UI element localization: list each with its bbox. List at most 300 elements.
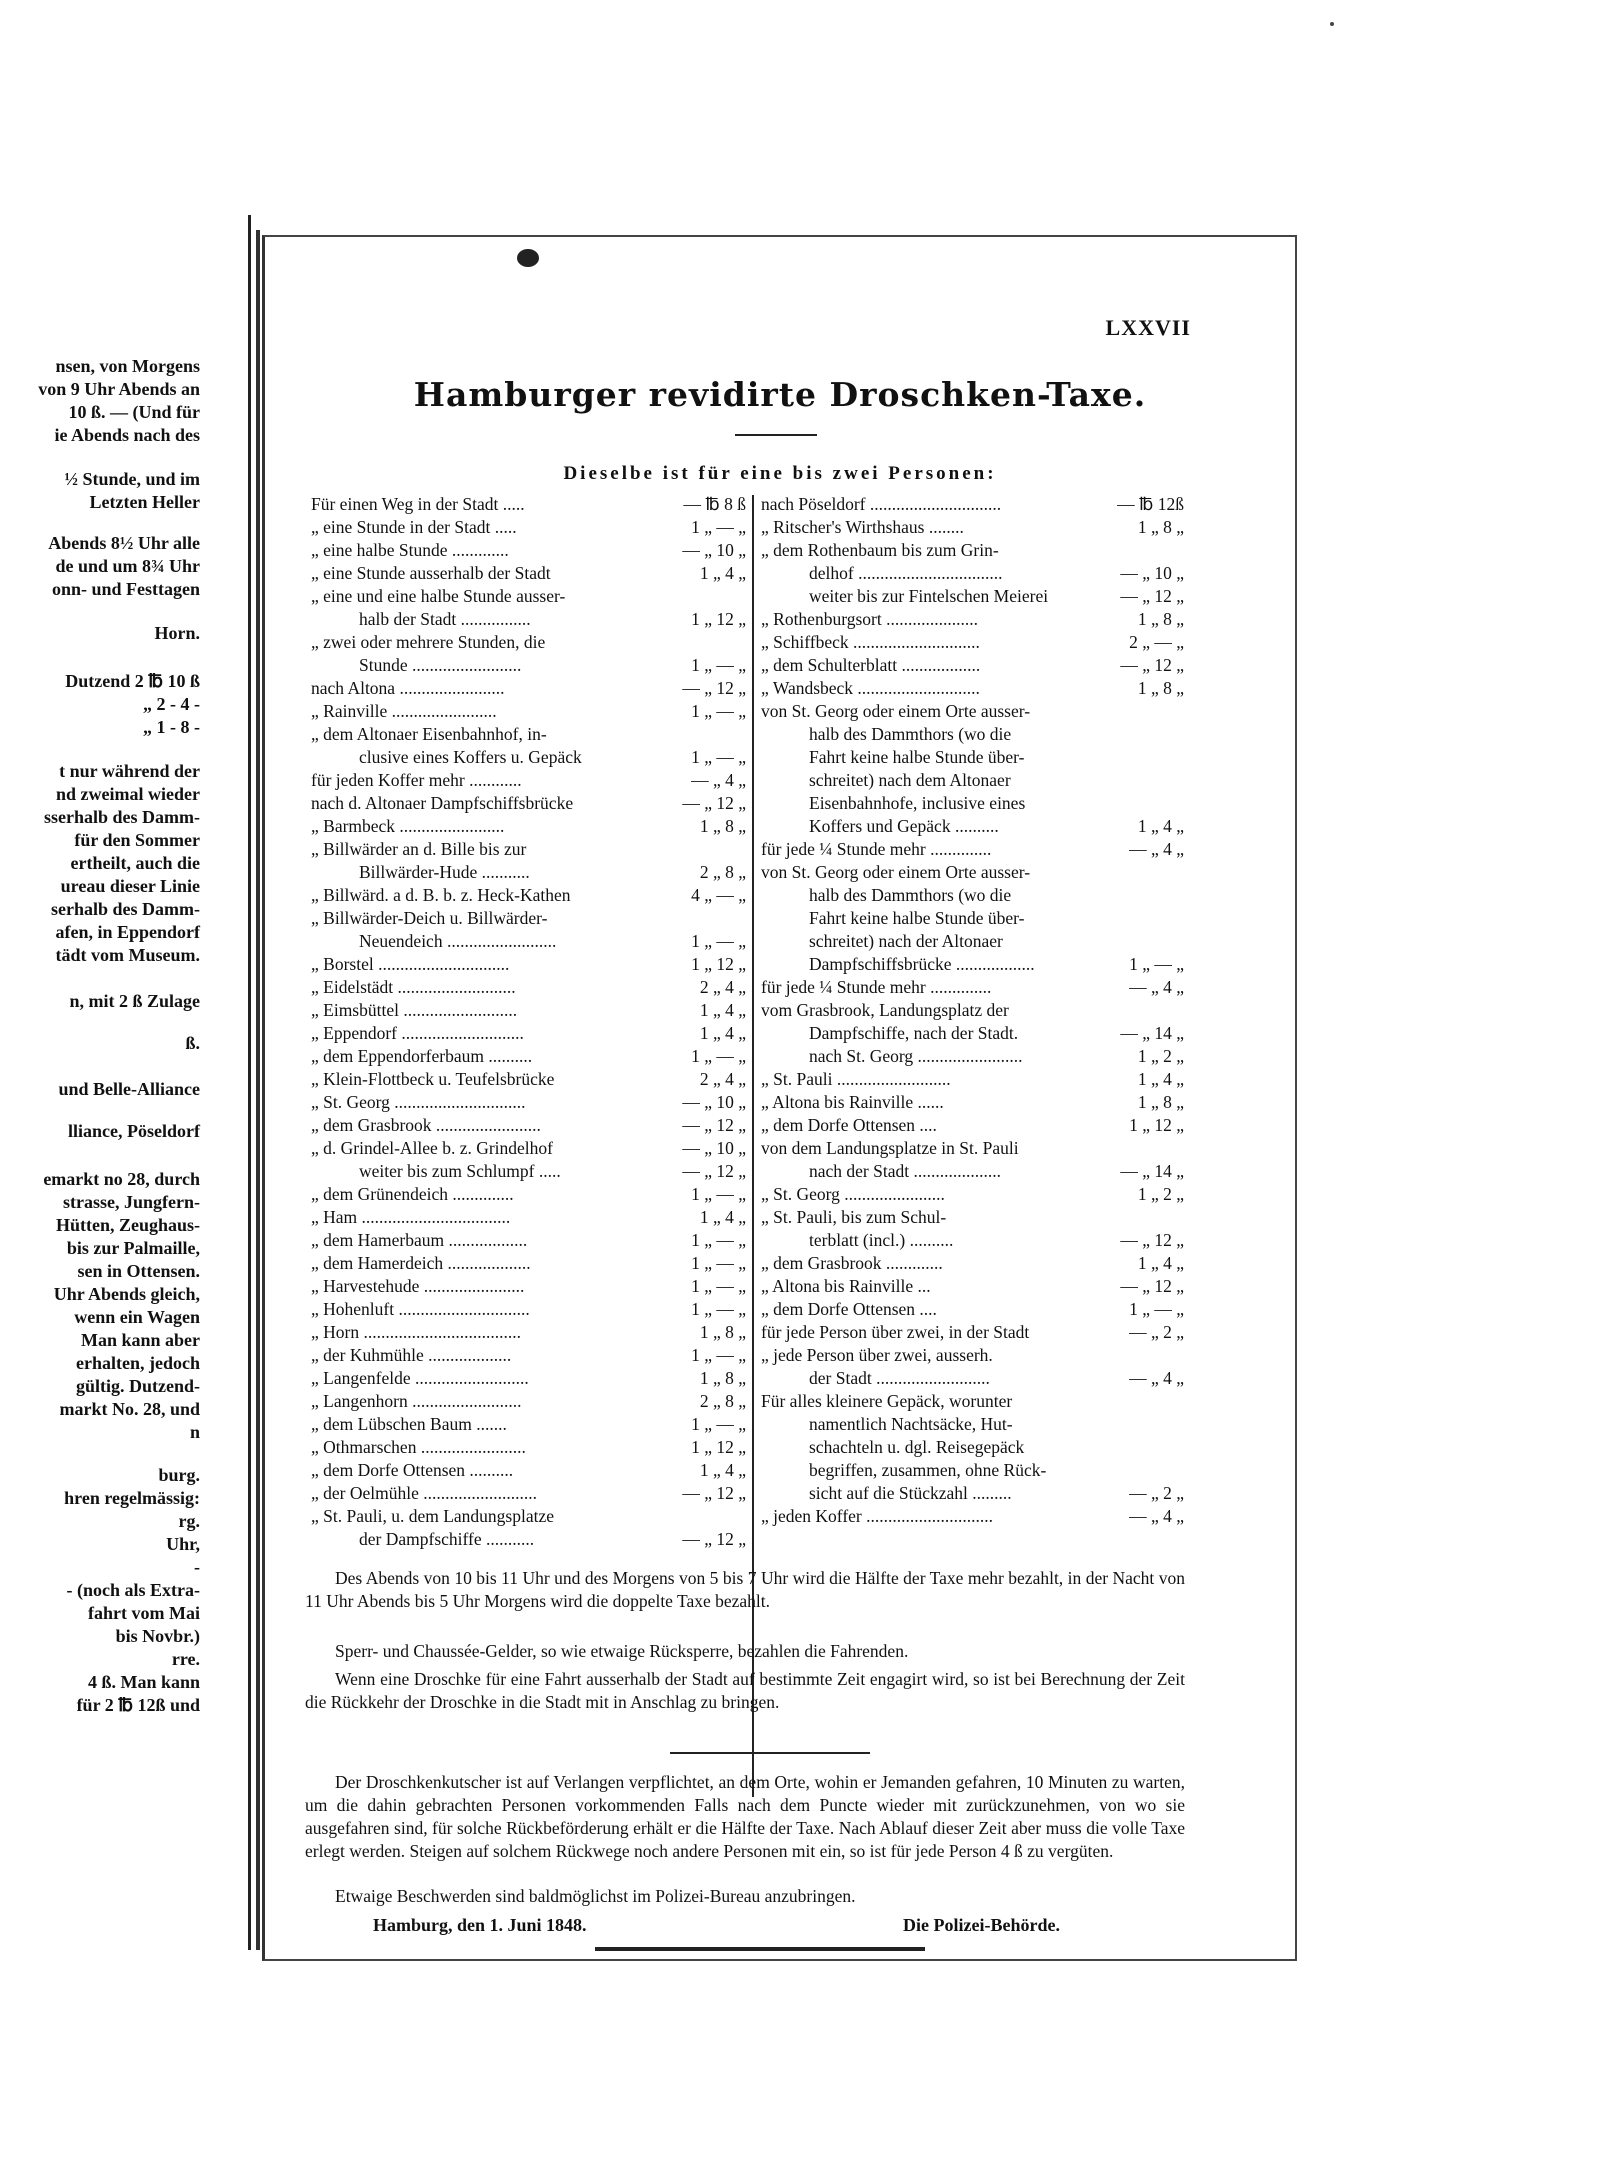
- tariff-price: — „ 4 „: [1129, 1506, 1184, 1526]
- tariff-price: 1 „ — „: [691, 747, 746, 767]
- tariff-row: [761, 539, 1184, 562]
- waiting-rule-paragraph: Der Droschkenkutscher ist auf Verlangen verpflichtet, an dem Orte, wohin er Jemanden gefahren, 10 Minuten zu warten, um die dahin gebrachten Personen vorkommenden Falls nach dem Puncte wieder mit zurückzunehmen, von wo sie ausgefahren sind, für solche Rückbeförderung erhält er die Hälfte der Taxe. Nach Ablauf dieser Zeit aber muss die volle Taxe erlegt werden. Steigen auf solchem Rückwege noch andere Personen mit ein, so ist für jede Person 4 ß zu vergüten.: [305, 1772, 1185, 1861]
- tariff-destination: „ Borstel ..............................: [311, 954, 510, 974]
- tariff-row: [761, 1229, 1184, 1252]
- facing-page-line: bis Novbr.): [115, 1626, 200, 1646]
- tariff-price: — ℔ 12ß: [1117, 494, 1184, 514]
- tariff-row: [761, 907, 1184, 930]
- tariff-row: [311, 1436, 746, 1459]
- tariff-row: [761, 792, 1184, 815]
- tariff-destination: „ Billwärder an d. Bille bis zur: [311, 839, 527, 859]
- tariff-row: [311, 884, 746, 907]
- tariff-column-left: [311, 493, 746, 1551]
- facing-page-line: Man kann aber: [80, 1330, 200, 1350]
- tariff-row: [311, 677, 746, 700]
- tariff-destination: der Stadt ..........................: [809, 1368, 990, 1388]
- tariff-destination: „ Othmarschen ........................: [311, 1437, 526, 1457]
- tariff-row: [311, 999, 746, 1022]
- facing-page-line: ureau dieser Linie: [60, 876, 200, 896]
- tariff-destination: Billwärder-Hude ...........: [359, 862, 530, 882]
- tariff-row: [311, 654, 746, 677]
- tariff-column-right: [761, 493, 1184, 1528]
- tolls-paragraph: Sperr- und Chaussée-Gelder, so wie etwaige Rücksperre, bezahlen die Fahrenden.: [335, 1641, 909, 1661]
- tariff-row: [761, 562, 1184, 585]
- tariff-destination: weiter bis zur Fintelschen Meierei: [809, 586, 1049, 606]
- tariff-row: [311, 631, 746, 654]
- facing-page-line: für den Sommer: [74, 830, 200, 850]
- tariff-price: 2 „ 4 „: [699, 977, 746, 997]
- tariff-destination: „ dem Hamerdeich ...................: [311, 1253, 531, 1273]
- tariff-row: [311, 1413, 746, 1436]
- tariff-destination: Dampfschiffsbrücke ..................: [809, 954, 1035, 974]
- page-subtitle: Dieselbe ist für eine bis zwei Personen:: [563, 463, 997, 484]
- facing-page-line: Abends 8½ Uhr alle: [48, 533, 200, 553]
- facing-page-line: fahrt vom Mai: [88, 1603, 200, 1623]
- tariff-price: 1 „ — „: [691, 931, 746, 951]
- tariff-destination: „ dem Eppendorferbaum ..........: [311, 1046, 533, 1066]
- place-date: Hamburg, den 1. Juni 1848.: [373, 1915, 587, 1935]
- tariff-destination: „ jeden Koffer .............................: [761, 1506, 993, 1526]
- tariff-row: [761, 1160, 1184, 1183]
- facing-page-line: ertheilt, auch die: [70, 853, 200, 873]
- tariff-destination: „ Billwärd. a d. B. b. z. Heck-Kathen: [311, 885, 571, 905]
- tariff-row: [761, 1482, 1184, 1505]
- facing-page-line: emarkt no 28, durch: [43, 1169, 200, 1189]
- tariff-row: [761, 677, 1184, 700]
- tariff-destination: nach Altona ........................: [311, 678, 505, 698]
- facing-page-line: serhalb des Damm-: [51, 899, 200, 919]
- tariff-destination: „ eine Stunde in der Stadt .....: [311, 517, 517, 537]
- tariff-row: [761, 723, 1184, 746]
- tariff-row: [311, 976, 746, 999]
- tariff-price: 1 „ 4 „: [699, 563, 746, 583]
- tariff-destination: „ Ritscher's Wirthshaus ........: [761, 517, 964, 537]
- tariff-price: 2 „ — „: [1129, 632, 1184, 652]
- tariff-row: [761, 1298, 1184, 1321]
- tariff-price: — „ 2 „: [1129, 1483, 1184, 1503]
- tariff-price: 1 „ 2 „: [1137, 1184, 1184, 1204]
- facing-page-line: Horn.: [154, 623, 200, 643]
- tariff-row: [761, 1137, 1184, 1160]
- tariff-destination: „ jede Person über zwei, ausserh.: [761, 1345, 993, 1365]
- facing-page-line: Hütten, Zeughaus-: [55, 1215, 200, 1235]
- tariff-row: [311, 493, 746, 516]
- closing-ornament-rule: [595, 1947, 925, 1951]
- facing-page-line: n, mit 2 ß Zulage: [69, 991, 200, 1011]
- tariff-destination: „ St. Georg .......................: [761, 1184, 945, 1204]
- tariff-destination: nach d. Altonaer Dampfschiffsbrücke: [311, 793, 574, 813]
- tariff-destination: delhof .................................: [809, 563, 1003, 583]
- tariff-price: — „ 4 „: [1129, 1368, 1184, 1388]
- tariff-destination: „ Altona bis Rainville ...: [761, 1276, 931, 1296]
- tariff-price: — „ 2 „: [1129, 1322, 1184, 1342]
- tariff-price: — „ 12 „: [1120, 1276, 1184, 1296]
- tariff-price: — „ 10 „: [682, 1092, 746, 1112]
- tariff-row: [311, 1298, 746, 1321]
- tariff-price: 1 „ — „: [691, 655, 746, 675]
- tariff-row: [311, 539, 746, 562]
- facing-page-line: bis zur Palmaille,: [66, 1238, 200, 1258]
- tariff-row: [311, 700, 746, 723]
- tariff-destination: „ d. Grindel-Allee b. z. Grindelhof: [311, 1138, 554, 1158]
- tariff-row: [761, 746, 1184, 769]
- tariff-row: [311, 1114, 746, 1137]
- tariff-destination: „ dem Hamerbaum ..................: [311, 1230, 528, 1250]
- tariff-price: 1 „ — „: [1129, 1299, 1184, 1319]
- tariff-row: [761, 1045, 1184, 1068]
- tariff-destination: „ dem Rothenbaum bis zum Grin-: [761, 540, 999, 560]
- tariff-destination: „ Eimsbüttel ..........................: [311, 1000, 518, 1020]
- tariff-destination: „ Hohenluft ..............................: [311, 1299, 530, 1319]
- tariff-destination: Eisenbahnhofe, inclusive eines: [809, 793, 1026, 813]
- facing-page-line: Uhr Abends gleich,: [53, 1284, 200, 1304]
- tariff-destination: für jede ¼ Stunde mehr ..............: [761, 977, 992, 997]
- facing-page-line: strasse, Jungfern-: [63, 1192, 200, 1212]
- tariff-row: [761, 769, 1184, 792]
- tariff-destination: halb des Dammthors (wo die: [809, 724, 1012, 744]
- tariff-row: [311, 1160, 746, 1183]
- tariff-price: 1 „ 4 „: [699, 1207, 746, 1227]
- facing-page-line: afen, in Eppendorf: [55, 922, 200, 942]
- tariff-destination: „ dem Altonaer Eisenbahnhof, in-: [311, 724, 547, 744]
- facing-page-line: ie Abends nach des: [54, 425, 200, 445]
- tariff-row: [761, 1068, 1184, 1091]
- tariff-destination: Dampfschiffe, nach der Stadt.: [809, 1023, 1019, 1043]
- tariff-destination: halb des Dammthors (wo die: [809, 885, 1012, 905]
- facing-page-line: gültig. Dutzend-: [75, 1376, 200, 1396]
- facing-page-line: sen in Ottensen.: [77, 1261, 200, 1281]
- tariff-destination: schreitet) nach der Altonaer: [809, 931, 1003, 951]
- tariff-price: 1 „ 8 „: [1137, 517, 1184, 537]
- tariff-destination: schreitet) nach dem Altonaer: [809, 770, 1011, 790]
- facing-page-line: und Belle-Alliance: [58, 1079, 200, 1099]
- tariff-row: [311, 1459, 746, 1482]
- tariff-price: 1 „ 8 „: [699, 1322, 746, 1342]
- section-rule: [670, 1752, 870, 1754]
- tariff-row: [761, 1275, 1184, 1298]
- facing-page-line: von 9 Uhr Abends an: [38, 379, 200, 399]
- tariff-row: [761, 1413, 1184, 1436]
- tariff-price: — „ 12 „: [1120, 1230, 1184, 1250]
- tariff-destination: „ Langenhorn .........................: [311, 1391, 522, 1411]
- tariff-row: [761, 1459, 1184, 1482]
- tariff-price: 2 „ 8 „: [699, 862, 746, 882]
- tariff-price: — „ 4 „: [1129, 977, 1184, 997]
- tariff-row: [311, 1482, 746, 1505]
- facing-page-line: nd zweimal wieder: [56, 784, 200, 804]
- tariff-price: 1 „ 12 „: [691, 609, 746, 629]
- tariff-price: 1 „ 2 „: [1137, 1046, 1184, 1066]
- facing-page-line: Dutzend 2 ℔ 10 ß: [65, 671, 200, 691]
- tariff-price: — „ 12 „: [682, 1529, 746, 1549]
- facing-page-line: wenn ein Wagen: [74, 1307, 200, 1327]
- tariff-price: 1 „ — „: [691, 1230, 746, 1250]
- facing-page-line: t nur während der: [59, 761, 200, 781]
- tariff-destination: „ eine und eine halbe Stunde ausser-: [311, 586, 566, 606]
- tariff-price: — „ 4 „: [691, 770, 746, 790]
- tariff-row: [761, 953, 1184, 976]
- facing-page-line: Uhr,: [166, 1534, 200, 1554]
- tariff-price: 1 „ 4 „: [699, 1023, 746, 1043]
- tariff-row: [761, 516, 1184, 539]
- issuing-authority: Die Polizei-Behörde.: [903, 1915, 1060, 1935]
- tariff-row: [761, 1344, 1184, 1367]
- tariff-destination: „ Wandsbeck ............................: [761, 678, 980, 698]
- tariff-row: [311, 907, 746, 930]
- tariff-price: — „ 10 „: [682, 540, 746, 560]
- tariff-destination: Neuendeich .........................: [359, 931, 557, 951]
- tariff-price: 4 „ — „: [691, 885, 746, 905]
- facing-page-line: hren regelmässig:: [64, 1488, 200, 1508]
- tariff-row: [311, 746, 746, 769]
- tariff-price: 1 „ 12 „: [691, 1437, 746, 1457]
- tariff-price: 1 „ 8 „: [699, 816, 746, 836]
- night-surcharge-paragraph: Des Abends von 10 bis 11 Uhr und des Morgens von 5 bis 7 Uhr wird die Hälfte der Taxe mehr bezahlt, in der Nacht von 11 Uhr Abends bis 5 Uhr Morgens wird die doppelte Taxe bezahlt.: [305, 1568, 1185, 1611]
- tariff-price: — „ 12 „: [682, 1161, 746, 1181]
- tariff-destination: für jede Person über zwei, in der Stadt: [761, 1322, 1030, 1342]
- tariff-destination: „ dem Lübschen Baum .......: [311, 1414, 507, 1434]
- tariff-row: [311, 516, 746, 539]
- tariff-price: 1 „ 8 „: [1137, 1092, 1184, 1112]
- tariff-row: [311, 1229, 746, 1252]
- facing-page-line: tädt vom Museum.: [55, 945, 200, 965]
- tariff-destination: „ dem Grasbrook ........................: [311, 1115, 541, 1135]
- tariff-row: [761, 1091, 1184, 1114]
- document-page: [262, 235, 1297, 1961]
- tariff-destination: halb der Stadt ................: [359, 609, 531, 629]
- tariff-destination: „ eine Stunde ausserhalb der Stadt: [311, 563, 551, 583]
- tariff-destination: weiter bis zum Schlumpf .....: [359, 1161, 561, 1181]
- facing-page-line: onn- und Festtagen: [51, 579, 200, 599]
- tariff-row: [761, 999, 1184, 1022]
- tariff-destination: „ Billwärder-Deich u. Billwärder-: [311, 908, 548, 928]
- facing-page-line: sserhalb des Damm-: [44, 807, 200, 827]
- tariff-destination: clusive eines Koffers u. Gepäck: [359, 747, 582, 767]
- tariff-destination: für jeden Koffer mehr ............: [311, 770, 522, 790]
- tariff-price: 1 „ — „: [691, 1046, 746, 1066]
- tariff-destination: nach St. Georg ........................: [809, 1046, 1023, 1066]
- tariff-price: 1 „ 4 „: [699, 1000, 746, 1020]
- tariff-row: [311, 1275, 746, 1298]
- tariff-price: 1 „ 8 „: [1137, 609, 1184, 629]
- tariff-price: 1 „ — „: [691, 1184, 746, 1204]
- tariff-destination: „ Langenfelde ..........................: [311, 1368, 529, 1388]
- tariff-row: [761, 976, 1184, 999]
- tariff-destination: „ Eidelstädt ...........................: [311, 977, 516, 997]
- facing-page-line: burg.: [158, 1465, 200, 1485]
- tariff-destination: „ Altona bis Rainville ......: [761, 1092, 944, 1112]
- tariff-destination: schachteln u. dgl. Reisegepäck: [809, 1437, 1025, 1457]
- tariff-destination: Fahrt keine halbe Stunde über-: [809, 747, 1025, 767]
- tariff-row: [311, 838, 746, 861]
- tariff-row: [311, 930, 746, 953]
- tariff-price: 1 „ 4 „: [1137, 1069, 1184, 1089]
- tariff-price: — „ 12 „: [682, 1483, 746, 1503]
- tariff-destination: „ Rainville ........................: [311, 701, 497, 721]
- tariff-row: [761, 1114, 1184, 1137]
- tariff-price: 1 „ — „: [691, 701, 746, 721]
- tariff-row: [311, 1252, 746, 1275]
- tariff-price: 1 „ 4 „: [699, 1460, 746, 1480]
- tariff-row: [311, 769, 746, 792]
- tariff-row: [311, 1505, 746, 1528]
- tariff-row: [761, 1321, 1184, 1344]
- tariff-row: [311, 1137, 746, 1160]
- tariff-destination: nach der Stadt ....................: [809, 1161, 1001, 1181]
- facing-page-line: lliance, Pöseldorf: [68, 1121, 200, 1141]
- tariff-price: — „ 14 „: [1120, 1161, 1184, 1181]
- tariff-row: [761, 884, 1184, 907]
- tariff-row: [311, 953, 746, 976]
- tariff-destination: „ dem Grünendeich ..............: [311, 1184, 514, 1204]
- tariff-destination: begriffen, zusammen, ohne Rück-: [809, 1460, 1047, 1480]
- tariff-row: [761, 1390, 1184, 1413]
- facing-page-line: 10 ß. — (Und für: [68, 402, 200, 422]
- facing-page-line: für 2 ℔ 12ß und: [76, 1695, 200, 1715]
- tariff-destination: „ Rothenburgsort .....................: [761, 609, 978, 629]
- tariff-destination: Stunde .........................: [359, 655, 522, 675]
- tariff-destination: Fahrt keine halbe Stunde über-: [809, 908, 1025, 928]
- tariff-destination: von St. Georg oder einem Orte ausser-: [761, 862, 1031, 882]
- tariff-row: [761, 1367, 1184, 1390]
- tariff-price: — „ 12 „: [682, 678, 746, 698]
- tariff-price: 1 „ — „: [691, 1253, 746, 1273]
- tariff-destination: vom Grasbrook, Landungsplatz der: [761, 1000, 1009, 1020]
- tariff-row: [311, 1528, 746, 1551]
- tariff-destination: „ Harvestehude .......................: [311, 1276, 525, 1296]
- tariff-price: — „ 10 „: [1120, 563, 1184, 583]
- tariff-row: [311, 1068, 746, 1091]
- tariff-price: — „ 14 „: [1120, 1023, 1184, 1043]
- tariff-row: [311, 1045, 746, 1068]
- tariff-price: 1 „ 12 „: [1129, 1115, 1184, 1135]
- tariff-row: [761, 838, 1184, 861]
- tariff-price: 2 „ 8 „: [699, 1391, 746, 1411]
- tariff-destination: Für alles kleinere Gepäck, worunter: [761, 1391, 1013, 1411]
- ink-smudge: [517, 249, 539, 267]
- tariff-destination: Für einen Weg in der Stadt .....: [311, 494, 525, 514]
- tariff-row: [311, 585, 746, 608]
- tariff-row: [761, 1505, 1184, 1528]
- tariff-row: [311, 1321, 746, 1344]
- tariff-destination: „ Klein-Flottbeck u. Teufelsbrücke: [311, 1069, 555, 1089]
- tariff-row: [761, 1183, 1184, 1206]
- facing-page-fragment: [0, 215, 251, 1950]
- tariff-destination: „ Eppendorf ............................: [311, 1023, 524, 1043]
- tariff-destination: „ dem Dorfe Ottensen ....: [761, 1115, 937, 1135]
- tariff-price: — „ 10 „: [682, 1138, 746, 1158]
- tariff-row: [311, 723, 746, 746]
- tariff-destination: „ Schiffbeck .............................: [761, 632, 980, 652]
- tariff-destination: der Dampfschiffe ...........: [359, 1529, 535, 1549]
- tariff-row: [311, 1390, 746, 1413]
- tariff-destination: Koffers und Gepäck ..........: [809, 816, 999, 836]
- facing-page-line: ½ Stunde, und im: [64, 469, 200, 489]
- tariff-destination: „ St. Pauli ..........................: [761, 1069, 951, 1089]
- tariff-price: 1 „ 8 „: [1137, 678, 1184, 698]
- tariff-price: 1 „ 4 „: [1137, 816, 1184, 836]
- tariff-row: [311, 792, 746, 815]
- tariff-row: [311, 1344, 746, 1367]
- tariff-row: [311, 1367, 746, 1390]
- facing-page-line: 4 ß. Man kann: [87, 1672, 200, 1692]
- tariff-price: — „ 12 „: [682, 793, 746, 813]
- tariff-destination: für jede ¼ Stunde mehr ..............: [761, 839, 992, 859]
- facing-page-line: nsen, von Morgens: [55, 356, 200, 376]
- tariff-row: [761, 700, 1184, 723]
- tariff-destination: „ der Oelmühle ..........................: [311, 1483, 537, 1503]
- tariff-row: [761, 493, 1184, 516]
- tariff-destination: „ St. Pauli, u. dem Landungsplatze: [311, 1506, 555, 1526]
- tariff-destination: „ St. Georg ..............................: [311, 1092, 526, 1112]
- tariff-price: — „ 12 „: [1120, 586, 1184, 606]
- facing-page-line: n: [189, 1422, 200, 1442]
- tariff-row: [311, 1091, 746, 1114]
- tariff-destination: „ dem Grasbrook .............: [761, 1253, 943, 1273]
- tariff-destination: namentlich Nachtsäcke, Hut-: [809, 1414, 1013, 1434]
- facing-page-line: Letzten Heller: [89, 492, 200, 512]
- page-title: Hamburger revidirte Droschken-Taxe.: [413, 375, 1147, 414]
- return-time-paragraph: Wenn eine Droschke für eine Fahrt ausserhalb der Stadt auf bestimmte Zeit engagirt wird, so ist bei Berechnung der Zeit die Rückkehr der Droschke in die Stadt mit in Anschlag zu bringen.: [305, 1669, 1185, 1712]
- tariff-price: 1 „ 12 „: [691, 954, 746, 974]
- tariff-price: — ℔ 8 ß: [683, 494, 746, 514]
- facing-page-line: rg.: [178, 1511, 200, 1531]
- facing-page-line: ß.: [185, 1033, 200, 1053]
- tariff-row: [311, 1022, 746, 1045]
- tariff-row: [761, 861, 1184, 884]
- tariff-row: [761, 608, 1184, 631]
- tariff-row: [761, 1436, 1184, 1459]
- tariff-price: 1 „ 4 „: [1137, 1253, 1184, 1273]
- tariff-destination: „ eine halbe Stunde .............: [311, 540, 509, 560]
- scan-speck: [1330, 22, 1334, 26]
- tariff-price: — „ 12 „: [682, 1115, 746, 1135]
- facing-page-line: „ 2 - 4 -: [143, 694, 200, 714]
- tariff-price: — „ 12 „: [1120, 655, 1184, 675]
- tariff-destination: „ St. Pauli, bis zum Schul-: [761, 1207, 947, 1227]
- tariff-price: 1 „ — „: [691, 1276, 746, 1296]
- tariff-price: 1 „ — „: [691, 1299, 746, 1319]
- tariff-row: [761, 1022, 1184, 1045]
- tariff-price: 1 „ — „: [691, 1414, 746, 1434]
- tariff-destination: „ dem Schulterblatt ..................: [761, 655, 981, 675]
- facing-page-line: markt No. 28, und: [59, 1399, 200, 1419]
- facing-page-line: - (noch als Extra-: [66, 1580, 200, 1600]
- tariff-row: [311, 562, 746, 585]
- facing-page-line: de und um 8¾ Uhr: [55, 556, 200, 576]
- tariff-destination: „ dem Dorfe Ottensen ....: [761, 1299, 937, 1319]
- tariff-price: 1 „ — „: [1129, 954, 1184, 974]
- tariff-row: [311, 815, 746, 838]
- tariff-row: [761, 930, 1184, 953]
- tariff-row: [311, 1206, 746, 1229]
- tariff-row: [311, 608, 746, 631]
- tariff-destination: terblatt (incl.) ..........: [809, 1230, 954, 1250]
- tariff-row: [761, 631, 1184, 654]
- tariff-destination: „ zwei oder mehrere Stunden, die: [311, 632, 546, 652]
- tariff-row: [761, 1252, 1184, 1275]
- tariff-price: 1 „ 8 „: [699, 1368, 746, 1388]
- tariff-destination: „ Ham ..................................: [311, 1207, 511, 1227]
- tariff-price: 2 „ 4 „: [699, 1069, 746, 1089]
- facing-page-line: „ 1 - 8 -: [143, 717, 200, 737]
- tariff-destination: von St. Georg oder einem Orte ausser-: [761, 701, 1031, 721]
- tariff-destination: „ Barmbeck ........................: [311, 816, 505, 836]
- tariff-row: [311, 1183, 746, 1206]
- page-gutter: [256, 230, 260, 1950]
- tariff-destination: von dem Landungsplatze in St. Pauli: [761, 1138, 1019, 1158]
- tariff-destination: „ Horn ....................................: [311, 1322, 521, 1342]
